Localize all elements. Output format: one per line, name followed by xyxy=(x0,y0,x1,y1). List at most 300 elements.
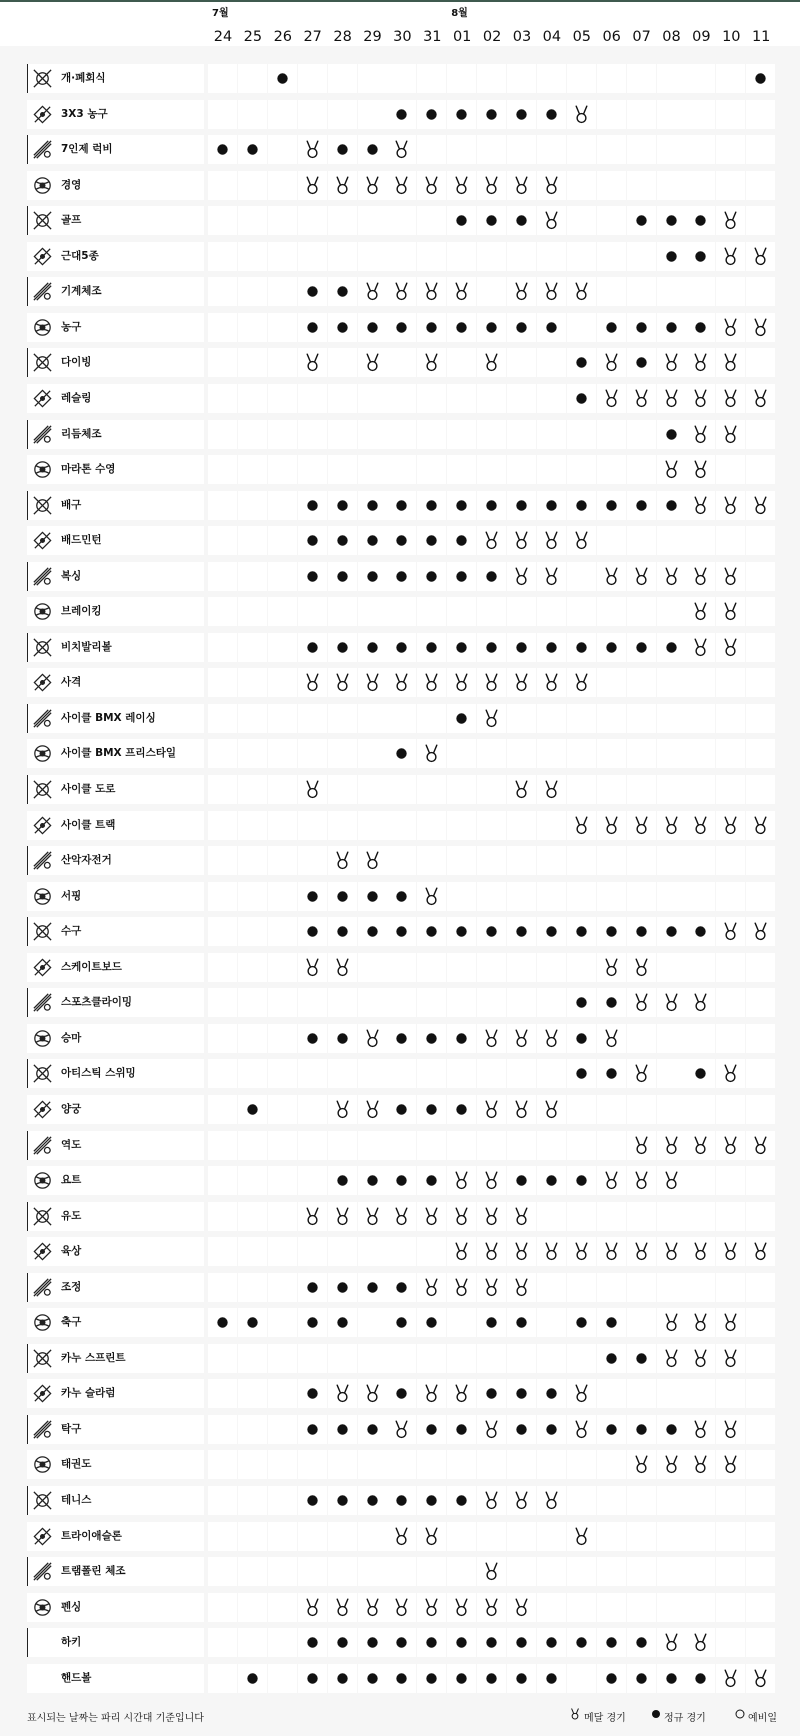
schedule-cell xyxy=(328,988,357,1017)
medal-icon xyxy=(686,348,715,377)
schedule-cell xyxy=(268,526,297,555)
schedule-cell xyxy=(627,526,656,555)
schedule-cell xyxy=(567,1131,596,1160)
schedule-cell xyxy=(597,491,626,520)
regular-match-dot xyxy=(417,1095,446,1124)
regular-match-dot xyxy=(328,313,357,342)
schedule-cell xyxy=(686,348,715,377)
schedule-cell xyxy=(298,1095,327,1124)
sport-label xyxy=(27,1557,204,1586)
schedule-cell xyxy=(358,64,387,93)
medal-icon xyxy=(537,775,566,804)
sport-name: 리듬체조 xyxy=(61,427,102,440)
schedule-cell xyxy=(417,171,446,200)
schedule-cell xyxy=(686,1166,715,1195)
schedule-cell xyxy=(627,1059,656,1088)
sport-name: 근대5종 xyxy=(61,249,99,262)
medal-icon xyxy=(477,348,506,377)
medal-icon xyxy=(716,1308,745,1337)
schedule-cell xyxy=(238,100,267,129)
medal-icon xyxy=(686,455,715,484)
medal-icon xyxy=(417,348,446,377)
schedule-cell xyxy=(597,1628,626,1657)
schedule-cell xyxy=(477,1059,506,1088)
schedule-cell xyxy=(507,384,536,413)
schedule-cell xyxy=(358,1273,387,1302)
medal-icon xyxy=(507,1273,536,1302)
schedule-cell xyxy=(686,1379,715,1408)
schedule-cell xyxy=(746,633,775,662)
schedule-cell xyxy=(298,1522,327,1551)
schedule-cell xyxy=(387,1095,416,1124)
medal-icon xyxy=(328,846,357,875)
schedule-cell xyxy=(477,1202,506,1231)
schedule-cell xyxy=(208,1379,237,1408)
medal-icon xyxy=(716,491,745,520)
schedule-cell xyxy=(387,882,416,911)
medal-icon xyxy=(567,100,596,129)
schedule-cell xyxy=(417,1166,446,1195)
sport-name: 기계체조 xyxy=(61,285,102,298)
day-label: 01 xyxy=(452,29,472,45)
schedule-cell xyxy=(208,846,237,875)
schedule-cell xyxy=(328,1202,357,1231)
schedule-cell xyxy=(746,135,775,164)
schedule-cell xyxy=(597,171,626,200)
schedule-cell xyxy=(746,526,775,555)
schedule-cell xyxy=(746,384,775,413)
schedule-cell xyxy=(507,277,536,306)
schedule-cell xyxy=(268,348,297,377)
schedule-cell xyxy=(537,1522,566,1551)
medal-icon xyxy=(417,171,446,200)
schedule-cell xyxy=(208,1202,237,1231)
regular-match-dot xyxy=(507,1308,536,1337)
sport-name: 스케이트보드 xyxy=(61,960,122,973)
medal-icon xyxy=(716,811,745,840)
medal-icon xyxy=(477,1415,506,1444)
schedule-cell xyxy=(507,562,536,591)
schedule-cell xyxy=(238,988,267,1017)
schedule-cell xyxy=(686,135,715,164)
schedule-cell xyxy=(417,704,446,733)
sport-name: 카누 스프린트 xyxy=(61,1351,126,1364)
medal-icon xyxy=(686,491,715,520)
regular-match-dot xyxy=(417,526,446,555)
schedule-cell xyxy=(358,1202,387,1231)
schedule-cell xyxy=(417,988,446,1017)
schedule-cell xyxy=(657,348,686,377)
regular-match-dot xyxy=(627,491,656,520)
medal-icon xyxy=(537,206,566,235)
schedule-cell xyxy=(716,882,745,911)
schedule-cell xyxy=(268,277,297,306)
schedule-cell xyxy=(298,739,327,768)
schedule-cell xyxy=(686,64,715,93)
schedule-cell xyxy=(537,1024,566,1053)
schedule-cell xyxy=(208,455,237,484)
medal-icon xyxy=(597,562,626,591)
schedule-cell xyxy=(358,242,387,271)
schedule-cell xyxy=(328,562,357,591)
schedule-cell xyxy=(358,1059,387,1088)
medal-icon xyxy=(657,1344,686,1373)
schedule-cell xyxy=(477,491,506,520)
schedule-cell xyxy=(477,597,506,626)
schedule-cell xyxy=(746,1664,775,1693)
timezone-note: 표시되는 날짜는 파리 시간대 기준입니다 xyxy=(27,1713,204,1724)
schedule-cell xyxy=(657,1237,686,1266)
schedule-cell xyxy=(358,668,387,697)
schedule-cell xyxy=(746,846,775,875)
sport-row xyxy=(0,345,800,381)
regular-match-dot xyxy=(447,313,476,342)
schedule-cell xyxy=(597,597,626,626)
sport-label xyxy=(27,953,204,982)
schedule-cell xyxy=(746,348,775,377)
schedule-cell xyxy=(328,135,357,164)
medal-icon xyxy=(537,277,566,306)
schedule-cell xyxy=(238,562,267,591)
schedule-cell xyxy=(627,1166,656,1195)
schedule-cell xyxy=(447,420,476,449)
schedule-cell xyxy=(477,1486,506,1515)
schedule-cell xyxy=(447,135,476,164)
schedule-cell xyxy=(686,775,715,804)
regular-match-dot xyxy=(447,1415,476,1444)
day-label: 08 xyxy=(662,29,681,45)
schedule-cell xyxy=(447,1593,476,1622)
schedule-cell xyxy=(447,1308,476,1337)
schedule-cell xyxy=(268,100,297,129)
schedule-cell xyxy=(746,1344,775,1373)
regular-match-dot xyxy=(597,313,626,342)
regular-match-dot xyxy=(358,313,387,342)
schedule-cell xyxy=(447,313,476,342)
schedule-cell xyxy=(417,1344,446,1373)
schedule-cell xyxy=(746,1237,775,1266)
schedule-cell xyxy=(238,1024,267,1053)
medal-icon xyxy=(507,526,536,555)
schedule-cell xyxy=(238,1379,267,1408)
schedule-cell xyxy=(268,1593,297,1622)
schedule-cell xyxy=(328,420,357,449)
day-label: 05 xyxy=(572,29,592,45)
regular-match-dot xyxy=(447,1024,476,1053)
regular-match-dot xyxy=(328,491,357,520)
schedule-cell xyxy=(567,1237,596,1266)
sport-name: 핸드볼 xyxy=(61,1671,92,1684)
schedule-cell xyxy=(597,420,626,449)
regular-match-dot xyxy=(507,1166,536,1195)
schedule-cell xyxy=(686,1557,715,1586)
canoe-sprint-icon xyxy=(31,1347,54,1370)
schedule-cell xyxy=(208,1059,237,1088)
schedule-cell xyxy=(268,420,297,449)
schedule-cell xyxy=(716,633,745,662)
schedule-cell xyxy=(537,668,566,697)
schedule-cell xyxy=(627,846,656,875)
regular-match-dot xyxy=(417,1308,446,1337)
medal-icon xyxy=(507,775,536,804)
medal-icon xyxy=(298,953,327,982)
schedule-cell xyxy=(447,1486,476,1515)
medal-icon xyxy=(358,348,387,377)
medal-icon xyxy=(746,1131,775,1160)
schedule-cell xyxy=(657,1131,686,1160)
schedule-cell xyxy=(657,206,686,235)
schedule-cell xyxy=(298,882,327,911)
schedule-cell xyxy=(387,1557,416,1586)
schedule-cell xyxy=(268,988,297,1017)
schedule-cell xyxy=(447,242,476,271)
sport-label xyxy=(27,313,204,342)
sport-row xyxy=(0,132,800,168)
schedule-cell xyxy=(716,1450,745,1479)
schedule-cell xyxy=(387,206,416,235)
sport-name: 개·폐회식 xyxy=(61,72,106,84)
schedule-cell xyxy=(298,491,327,520)
schedule-cell xyxy=(746,1486,775,1515)
schedule-cell xyxy=(387,562,416,591)
schedule-cell xyxy=(417,597,446,626)
schedule-cell xyxy=(417,1131,446,1160)
medal-icon xyxy=(686,562,715,591)
schedule-cell xyxy=(387,313,416,342)
schedule-cell xyxy=(358,739,387,768)
schedule-cell xyxy=(417,206,446,235)
medal-icon xyxy=(716,1344,745,1373)
sport-label xyxy=(27,64,204,93)
regular-match-dot xyxy=(477,1664,506,1693)
regular-match-dot xyxy=(298,1379,327,1408)
schedule-cell xyxy=(238,491,267,520)
schedule-cell xyxy=(208,100,237,129)
schedule-cell xyxy=(597,1095,626,1124)
medal-icon xyxy=(597,953,626,982)
schedule-cell xyxy=(387,739,416,768)
medal-icon xyxy=(627,1450,656,1479)
schedule-cell xyxy=(746,1273,775,1302)
schedule-cell xyxy=(358,988,387,1017)
schedule-cell xyxy=(567,953,596,982)
schedule-cell xyxy=(716,526,745,555)
medal-icon xyxy=(507,668,536,697)
schedule-cell xyxy=(268,1237,297,1266)
schedule-cell xyxy=(686,206,715,235)
regular-match-dot xyxy=(686,1664,715,1693)
schedule-cell xyxy=(358,100,387,129)
medal-icon xyxy=(417,739,446,768)
schedule-cell xyxy=(387,1024,416,1053)
regular-match-dot xyxy=(298,1273,327,1302)
medal-icon xyxy=(417,1379,446,1408)
schedule-cell xyxy=(298,1557,327,1586)
schedule-cell xyxy=(537,1131,566,1160)
schedule-cell xyxy=(627,1593,656,1622)
modern-pentathlon-icon xyxy=(31,245,54,268)
legend-medal-label: 메달 경기 xyxy=(584,1713,626,1724)
medal-icon xyxy=(686,1308,715,1337)
schedule-cell xyxy=(387,1593,416,1622)
schedule-cell xyxy=(328,1095,357,1124)
schedule-cell xyxy=(358,1557,387,1586)
schedule-cell xyxy=(567,348,596,377)
schedule-cell xyxy=(447,64,476,93)
regular-match-dot xyxy=(387,1379,416,1408)
medal-icon xyxy=(686,1237,715,1266)
schedule-cell xyxy=(417,1273,446,1302)
schedule-cell xyxy=(567,277,596,306)
schedule-cell xyxy=(447,1202,476,1231)
regular-match-dot xyxy=(567,988,596,1017)
medal-icon xyxy=(597,348,626,377)
schedule-cell xyxy=(537,953,566,982)
schedule-cell xyxy=(657,633,686,662)
schedule-cell xyxy=(567,562,596,591)
schedule-cell xyxy=(328,277,357,306)
schedule-cell xyxy=(417,1415,446,1444)
schedule-cell xyxy=(268,1415,297,1444)
sport-name: 마라톤 수영 xyxy=(61,463,116,476)
regular-match-dot xyxy=(358,1166,387,1195)
sport-row xyxy=(0,1412,800,1448)
medal-icon xyxy=(567,811,596,840)
medal-icon xyxy=(686,1131,715,1160)
regular-match-dot xyxy=(627,206,656,235)
schedule-cell xyxy=(627,1344,656,1373)
medal-icon xyxy=(627,384,656,413)
schedule-cell xyxy=(716,348,745,377)
regular-match-dot xyxy=(328,1308,357,1337)
sport-label xyxy=(27,384,204,413)
schedule-cell xyxy=(298,1237,327,1266)
regular-match-dot xyxy=(298,1664,327,1693)
medal-icon xyxy=(716,1237,745,1266)
schedule-cell xyxy=(298,100,327,129)
regular-match-dot xyxy=(567,1166,596,1195)
schedule-cell xyxy=(597,668,626,697)
medal-icon xyxy=(298,135,327,164)
schedule-cell xyxy=(746,988,775,1017)
schedule-cell xyxy=(597,526,626,555)
regular-match-dot xyxy=(746,64,775,93)
schedule-cell xyxy=(208,917,237,946)
schedule-cell xyxy=(477,811,506,840)
schedule-cell xyxy=(597,953,626,982)
schedule-cell xyxy=(567,1059,596,1088)
schedule-cell xyxy=(716,846,745,875)
sport-label xyxy=(27,1379,204,1408)
day-label: 10 xyxy=(722,29,741,45)
schedule-cell xyxy=(686,668,715,697)
schedule-cell xyxy=(208,277,237,306)
schedule-cell xyxy=(686,420,715,449)
schedule-cell xyxy=(627,135,656,164)
schedule-cell xyxy=(268,491,297,520)
schedule-cell xyxy=(447,491,476,520)
schedule-cell xyxy=(477,277,506,306)
schedule-cell xyxy=(686,1628,715,1657)
schedule-cell xyxy=(657,1202,686,1231)
regular-match-dot xyxy=(597,1308,626,1337)
regular-match-dot xyxy=(477,1379,506,1408)
schedule-cell xyxy=(567,775,596,804)
schedule-cell xyxy=(657,811,686,840)
medal-icon xyxy=(627,953,656,982)
schedule-cell xyxy=(657,1344,686,1373)
schedule-cell xyxy=(208,811,237,840)
schedule-cell xyxy=(597,1344,626,1373)
basketball-icon xyxy=(31,316,54,339)
artistic-swimming-icon xyxy=(31,1062,54,1085)
schedule-cell xyxy=(358,1415,387,1444)
archery-icon xyxy=(31,1098,54,1121)
preliminary-circle-icon xyxy=(735,1704,749,1724)
schedule-cell xyxy=(298,1273,327,1302)
regular-match-dot xyxy=(417,562,446,591)
regular-match-dot xyxy=(597,1415,626,1444)
schedule-cell xyxy=(657,1059,686,1088)
schedule-cell xyxy=(537,1557,566,1586)
schedule-cell xyxy=(567,1415,596,1444)
schedule-cell xyxy=(627,633,656,662)
schedule-cell xyxy=(268,64,297,93)
regular-match-dot xyxy=(597,988,626,1017)
schedule-cell xyxy=(238,882,267,911)
regular-match-dot xyxy=(507,1664,536,1693)
schedule-cell xyxy=(477,846,506,875)
schedule-cell xyxy=(567,1593,596,1622)
schedule-cell xyxy=(328,775,357,804)
sport-name: 배구 xyxy=(61,498,82,511)
schedule-cell xyxy=(716,1166,745,1195)
schedule-cell xyxy=(208,1486,237,1515)
schedule-cell xyxy=(417,882,446,911)
schedule-cell xyxy=(686,1344,715,1373)
schedule-cell xyxy=(627,1202,656,1231)
schedule-cell xyxy=(477,64,506,93)
medal-icon xyxy=(417,1273,446,1302)
triathlon-icon xyxy=(31,1525,54,1548)
schedule-cell xyxy=(208,348,237,377)
schedule-cell xyxy=(417,1202,446,1231)
day-label: 09 xyxy=(692,29,711,45)
schedule-cell xyxy=(686,526,715,555)
schedule-cell xyxy=(268,597,297,626)
schedule-cell xyxy=(746,739,775,768)
schedule-cell xyxy=(597,704,626,733)
shooting-icon xyxy=(31,671,54,694)
medal-icon xyxy=(328,953,357,982)
sport-label xyxy=(27,420,204,449)
schedule-cell xyxy=(657,384,686,413)
regular-match-dot xyxy=(657,1415,686,1444)
schedule-cell xyxy=(597,1415,626,1444)
schedule-cell xyxy=(238,739,267,768)
legend xyxy=(0,1700,800,1730)
regular-match-dot xyxy=(328,1664,357,1693)
regular-match-dot xyxy=(657,633,686,662)
regular-match-dot xyxy=(627,917,656,946)
regular-match-dot xyxy=(657,242,686,271)
schedule-cell xyxy=(238,242,267,271)
schedule-cell xyxy=(328,597,357,626)
schedule-cell xyxy=(387,917,416,946)
schedule-cell xyxy=(537,420,566,449)
schedule-cell xyxy=(358,1593,387,1622)
boxing-icon xyxy=(31,565,54,588)
